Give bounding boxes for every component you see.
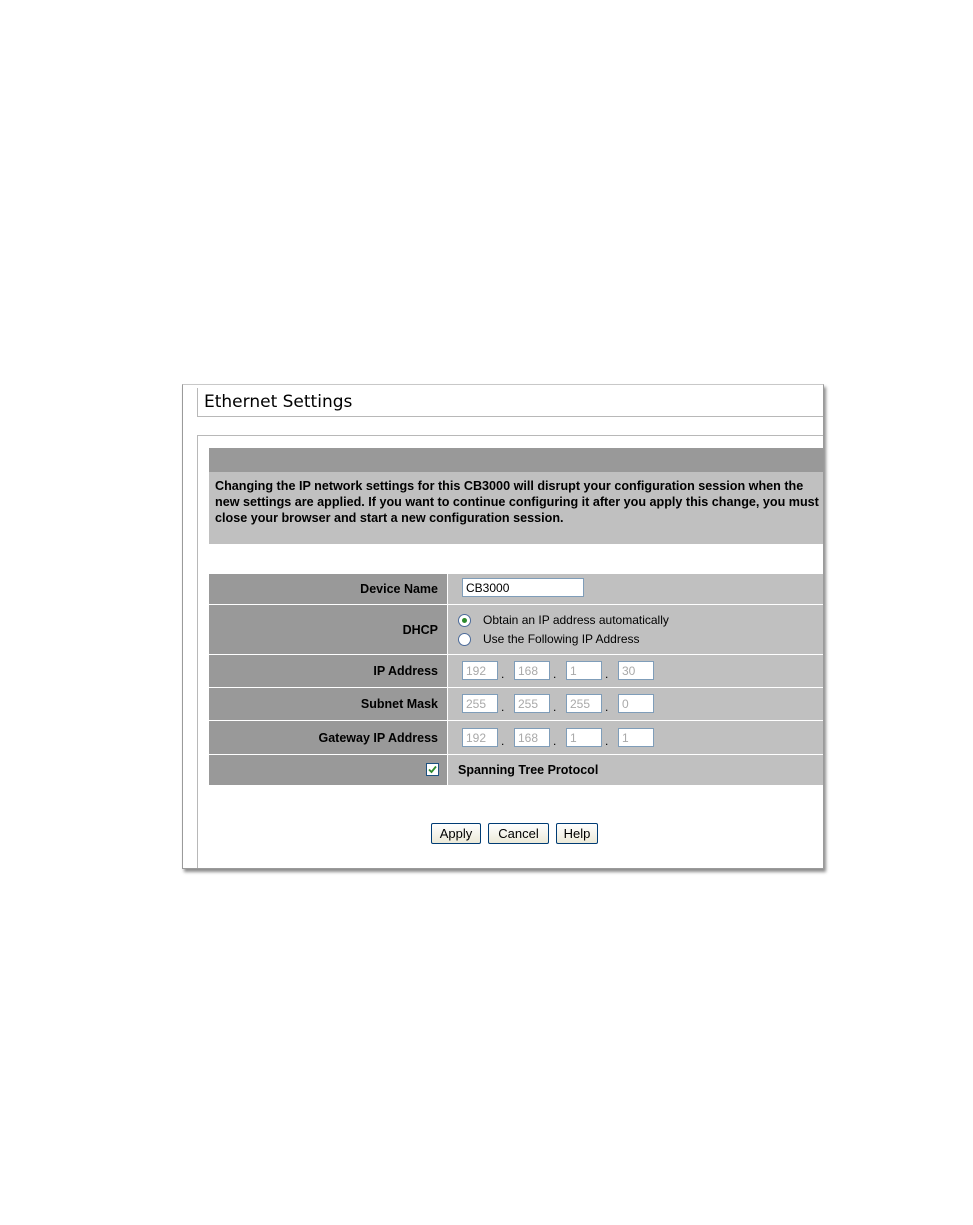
ip-octet-1-input[interactable] [462, 661, 498, 680]
dhcp-label-cell [209, 605, 447, 654]
subnet-separator: . [605, 700, 609, 714]
ip-separator: . [553, 667, 557, 681]
page-title: Ethernet Settings [204, 392, 353, 412]
warning-text: Changing the IP network settings for this CB3000 will disrupt your configuration session when the new settings are applied. If you want to continue configuring it after you apply this change, you must close your browser and start a new configuration session. [215, 479, 819, 525]
subnet-mask-row [209, 688, 824, 720]
title-bar [197, 388, 824, 417]
device-name-input[interactable] [462, 578, 584, 597]
dhcp-static-label: Use the Following IP Address [483, 632, 640, 646]
dhcp-auto-radio[interactable] [458, 614, 471, 627]
warning-box [209, 472, 824, 544]
ip-separator: . [605, 667, 609, 681]
subnet-mask-value-cell [448, 688, 824, 720]
device-name-label-cell [209, 574, 447, 604]
subnet-octet-3-input[interactable] [566, 694, 602, 713]
gateway-label-cell [209, 721, 447, 754]
help-button[interactable]: Help [556, 823, 598, 844]
dhcp-row [209, 605, 824, 654]
ip-address-label-cell [209, 655, 447, 687]
dhcp-auto-label: Obtain an IP address automatically [483, 613, 669, 627]
ip-octet-4-input[interactable] [618, 661, 654, 680]
subnet-octet-4-input[interactable] [618, 694, 654, 713]
gateway-separator: . [553, 734, 557, 748]
gateway-octet-1-input[interactable] [462, 728, 498, 747]
ip-address-label: IP Address [373, 664, 438, 678]
ethernet-settings-window [182, 384, 824, 869]
dhcp-label: DHCP [402, 622, 438, 637]
dhcp-static-radio[interactable] [458, 633, 471, 646]
subnet-octet-2-input[interactable] [514, 694, 550, 713]
spanning-tree-check-cell [209, 755, 447, 785]
subnet-mask-label-cell [209, 688, 447, 720]
cancel-button[interactable]: Cancel [488, 823, 549, 844]
checkmark-icon [428, 765, 437, 774]
gateway-label: Gateway IP Address [318, 730, 438, 745]
gateway-separator: . [501, 734, 505, 748]
ip-octet-2-input[interactable] [514, 661, 550, 680]
device-name-value-cell [448, 574, 824, 604]
subnet-mask-label: Subnet Mask [360, 697, 438, 711]
spanning-tree-value-cell [448, 755, 824, 785]
gateway-octet-2-input[interactable] [514, 728, 550, 747]
gateway-separator: . [605, 734, 609, 748]
subnet-octet-1-input[interactable] [462, 694, 498, 713]
ip-separator: . [501, 667, 505, 681]
gateway-octet-3-input[interactable] [566, 728, 602, 747]
spanning-tree-row [209, 755, 824, 785]
subnet-separator: . [501, 700, 505, 714]
ip-octet-3-input[interactable] [566, 661, 602, 680]
gateway-row [209, 721, 824, 754]
device-name-row [209, 574, 824, 604]
gateway-value-cell [448, 721, 824, 754]
subnet-separator: . [553, 700, 557, 714]
apply-button[interactable]: Apply [431, 823, 481, 844]
spanning-tree-label: Spanning Tree Protocol [458, 763, 599, 777]
gateway-octet-4-input[interactable] [618, 728, 654, 747]
device-name-label: Device Name [360, 582, 438, 596]
dhcp-value-cell [448, 605, 824, 654]
spanning-tree-checkbox[interactable] [426, 763, 439, 776]
warning-header-bar [209, 448, 824, 472]
ip-address-value-cell [448, 655, 824, 687]
ip-address-row [209, 655, 824, 687]
